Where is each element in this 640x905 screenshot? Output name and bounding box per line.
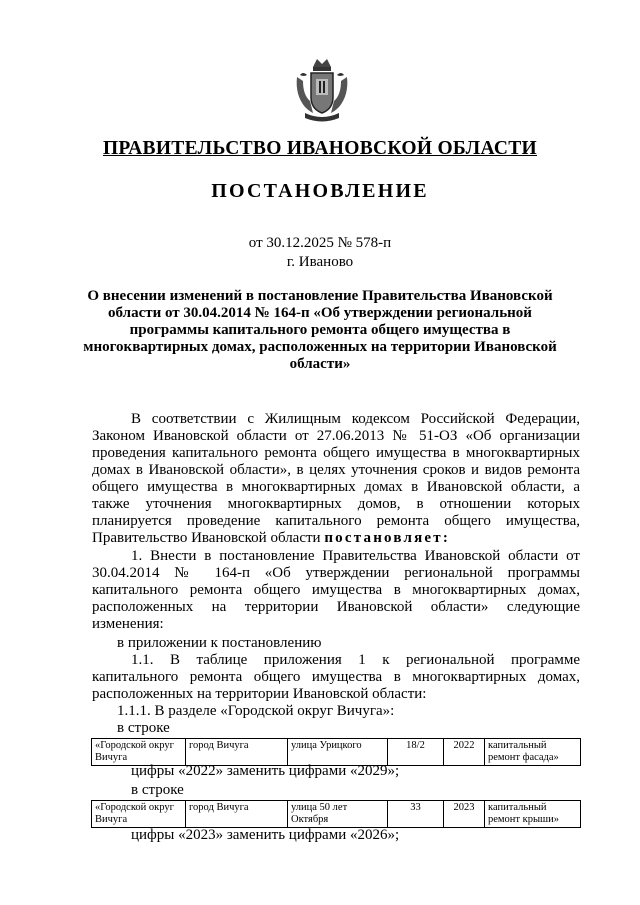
town-cell: город Вичуга <box>186 801 288 828</box>
house-cell: 18/2 <box>388 739 444 766</box>
appendix-intro: в приложении к постановлению <box>117 635 322 651</box>
item-1-paragraph: 1. Внести в постановление Правительства Ивановской области от 30.04.2014 № 164-п «Об утверждении региональной программы капитального ремонта общего имущества в многоквартирных домах, расположенных на территории Ивановской области» следующие изменения: <box>92 548 580 632</box>
work-cell: капитальный ремонт фасада» <box>485 739 581 766</box>
document-city: г. Иваново <box>286 254 354 270</box>
year-cell: 2023 <box>444 801 485 828</box>
document-date-number: от 30.12.2025 № 578-п <box>248 235 392 251</box>
table-row <box>92 739 581 766</box>
street-cell: улица 50 лет Октября <box>288 801 388 828</box>
preamble-text: В соответствии с Жилищным кодексом Российской Федерации, Законом Ивановской области от 27.06.2013 № 51-ОЗ «Об организации проведения капитального ремонта общего имущества в многоквартирных домах в Ивановской области», в целях уточнения сроков и видов ремонта общего имущества в многоквартирных домах в Ивановской области, а также уточнения многоквартирных домов, в отношении которых планируется проведение капитального ремонта общего имущества, Правительство Ивановской области <box>92 411 580 546</box>
house-cell: 33 <box>388 801 444 828</box>
row-table-2 <box>91 800 581 828</box>
coat-of-arms-icon <box>291 55 353 125</box>
street-cell: улица Урицкого <box>288 739 388 766</box>
year-cell: 2022 <box>444 739 485 766</box>
district-cell: «Городской округ Вичуга <box>92 739 186 766</box>
work-cell: капитальный ремонт крыши» <box>485 801 581 828</box>
in-row-label-1: в строке <box>117 720 170 736</box>
replace-instruction-1: цифры «2022» заменить цифрами «2029»; <box>131 763 400 779</box>
district-cell: «Городской округ Вичуга <box>92 801 186 828</box>
preamble-paragraph <box>92 411 580 547</box>
row-table-1 <box>91 738 581 766</box>
item-1-1-1-paragraph: 1.1.1. В разделе «Городской округ Вичуга»: <box>117 703 395 719</box>
table-row <box>92 801 581 828</box>
replace-instruction-2: цифры «2023» заменить цифрами «2026»; <box>131 827 400 843</box>
document-heading: О внесении изменений в постановление Правительства Ивановской области от 30.04.2014 № 164-п «Об утверждении региональной программы капитального ремонта общего имущества в многоквартирных домах, расположенных на территории Ивановской области» <box>83 288 557 372</box>
resolves-word: постановляет: <box>324 530 451 546</box>
town-cell: город Вичуга <box>186 739 288 766</box>
item-1-1-paragraph: 1.1. В таблице приложения 1 к региональной программе капитального ремонта общего имущества в многоквартирных домах, расположенных на территории Ивановской области: <box>92 652 580 702</box>
in-row-label-2: в строке <box>131 782 184 798</box>
document-type: ПОСТАНОВЛЕНИЕ <box>211 180 429 202</box>
government-title: ПРАВИТЕЛЬСТВО ИВАНОВСКОЙ ОБЛАСТИ <box>102 138 538 159</box>
